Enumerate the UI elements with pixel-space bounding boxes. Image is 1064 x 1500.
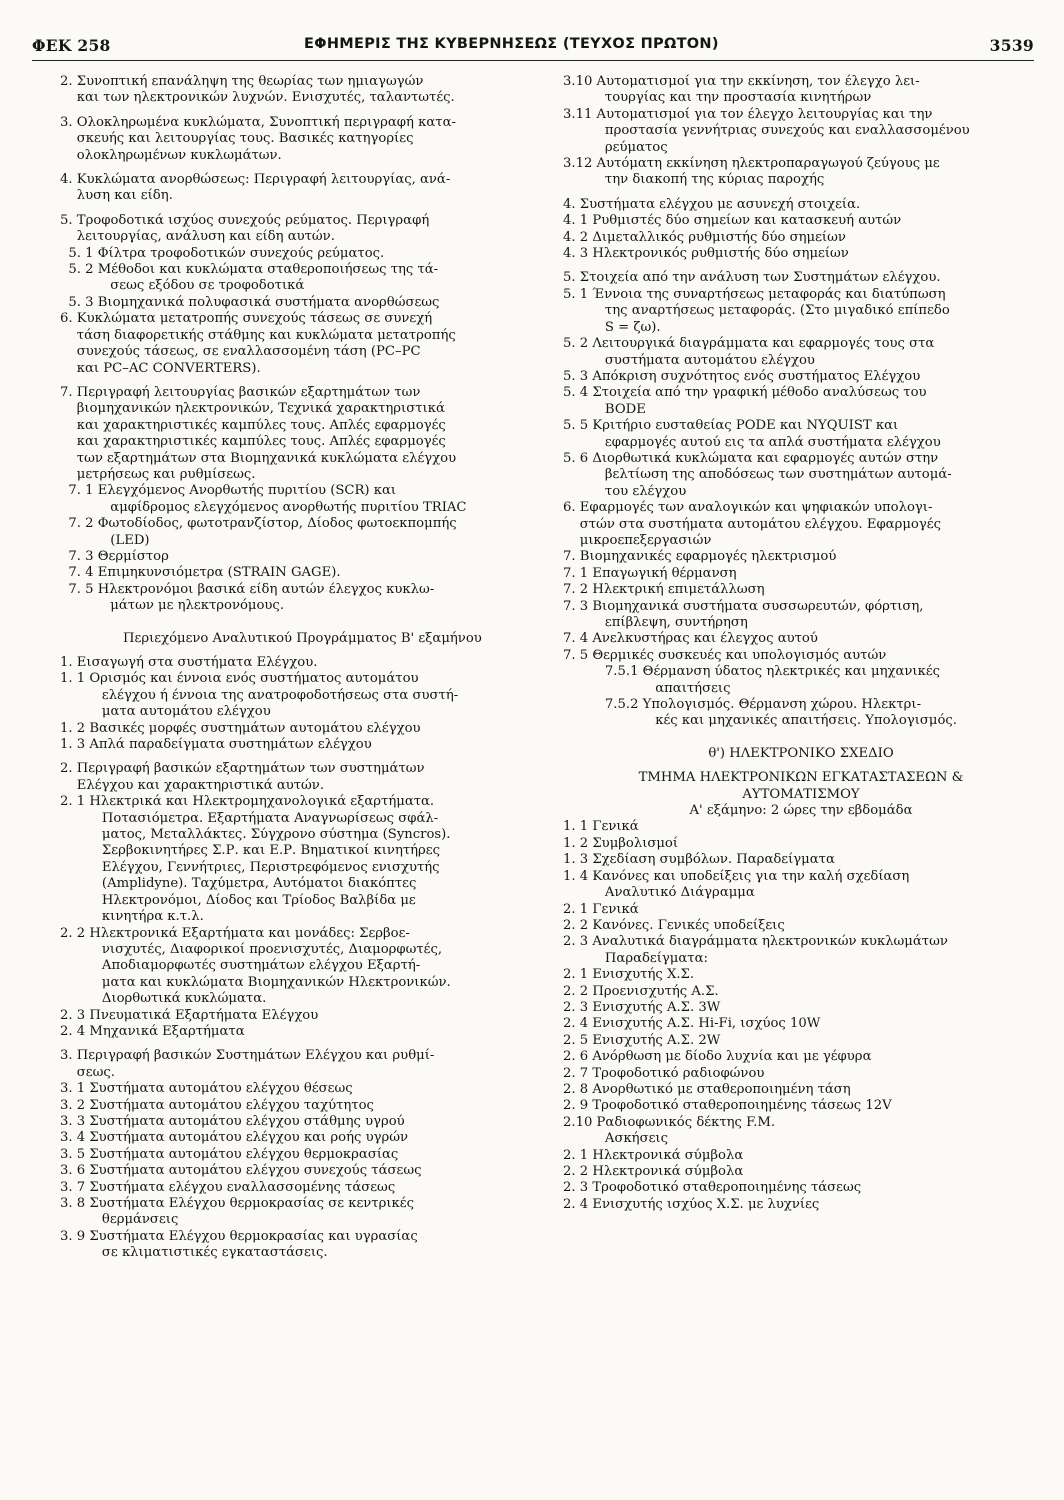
text-line: ΑΥΤΟΜΑΤΙΣΜΟΥ	[742, 786, 860, 802]
text-line: Ηλεκτρονόμοι, Δίοδος και Τρίοδος Βαλβίδα με	[60, 892, 416, 908]
text-line: 4. 2 Διμεταλλικός ρυθμιστής δύο σημείων	[563, 229, 846, 245]
text-line: 2. 1 Ηλεκτρικά και Ηλεκτρομηχανολογικά εξαρτήματα.	[60, 794, 435, 810]
text-line: 5. 3 Βιομηχανικά πολυφασικά συστήματα ανορθώσεως	[60, 294, 440, 310]
text-line: συστήματα αυτομάτου ελέγχου	[563, 352, 815, 368]
text-line: προστασία γεννήτριας συνεχούς και εναλλασσομένου	[563, 123, 970, 139]
text-line: 5. Τροφοδοτικά ισχύος συνεχούς ρεύματος. Περιγραφή	[60, 212, 430, 228]
text-line: 3. 6 Συστήματα αυτομάτου ελέγχου συνεχούς τάσεως	[60, 1163, 422, 1179]
text-line: ρεύματος	[563, 139, 668, 155]
text-line: Περιεχόμενο Αναλυτικού Προγράμματος Β' εξαμήνου	[106, 630, 482, 646]
text-line: 6. Εφαρμογές των αναλογικών και ψηφιακών υπολογι-	[563, 500, 933, 516]
text-line: 2. 4 Ενισχυτής Α.Σ. Hi-Fi, ισχύος 10W	[563, 1016, 821, 1032]
text-line: αμφίδρομος ελεγχόμενος ανορθωτής πυριτίου TRIAC	[60, 499, 467, 515]
line-spacer	[563, 762, 1039, 770]
text-line: S = ζω).	[563, 319, 661, 335]
text-line: ΤΜΗΜΑ ΗΛΕΚΤΡΟΝΙΚΩΝ ΕΓΚΑΤΑΣΤΑΣΕΩΝ &	[638, 770, 964, 786]
text-line: μικροεπεξεργασιών	[563, 532, 712, 548]
gazette-title: ΕΦΗΜΕΡΙΣ ΤΗΣ ΚΥΒΕΡΝΗΣΕΩΣ (ΤΕΥΧΟΣ ΠΡΩΤΟΝ)	[304, 36, 719, 52]
text-line: νισχυτές, Διαφορικοί προενισχυτές, Διαμορφωτές,	[60, 941, 443, 957]
text-line: 5. 2 Λειτουργικά διαγράμματα και εφαρμογές τους στα	[563, 336, 935, 352]
text-line: 7.5.2 Υπολογισμός. Θέρμανση χώρου. Ηλεκτρι-	[563, 697, 922, 713]
text-line: 2. 9 Τροφοδοτικό σταθεροποιημένης τάσεως 12V	[563, 1098, 892, 1114]
text-line: 7. 2 Ηλεκτρική επιμετάλλωση	[563, 582, 765, 598]
text-line: 2. 3 Τροφοδοτικό σταθεροποιημένης τάσεως	[563, 1180, 862, 1196]
text-line: 2. 3 Ενισχυτής Α.Σ. 3W	[563, 999, 721, 1015]
text-line: απαιτήσεις	[563, 680, 731, 696]
text-line: 7. 4 Ανελκυστήρας και έλεγχος αυτού	[563, 631, 818, 647]
text-line: 2. 7 Τροφοδοτικό ραδιοφώνου	[563, 1065, 765, 1081]
text-line: 5. 2 Μέθοδοι και κυκλώματα σταθεροποιήσεως της τά-	[60, 262, 439, 278]
text-line: 7. 5 Ηλεκτρονόμοι βασικά είδη αυτών έλεγχος κυκλω-	[60, 581, 435, 597]
text-line: 2. 1 Γενικά	[563, 901, 639, 917]
text-line: 1. 3 Απλά παραδείγματα συστημάτων ελέγχου	[60, 737, 372, 753]
text-line: (Amplidyne). Ταχύμετρα, Αυτόματοι διακόπτες	[60, 876, 417, 892]
line-spacer	[60, 753, 528, 761]
text-line: 7. 4 Επιμηκυνσιόμετρα (STRAIN GAGE).	[60, 565, 341, 581]
text-line: σκευής και λειτουργίας τους. Βασικές κατηγορίες	[60, 131, 414, 147]
text-line: Α' εξάμηνο: 2 ώρες την εβδομάδα	[689, 803, 913, 819]
text-line: BODE	[563, 401, 646, 417]
text-line: σε κλιματιστικές εγκαταστάσεις.	[60, 1245, 328, 1261]
text-line: 1. 1 Γενικά	[563, 819, 639, 835]
text-line: Ελέγχου, Γεννήτριες, Περιστρεφόμενος ενισχυτής	[60, 859, 440, 875]
text-line: Αναλυτικό Διάγραμμα	[563, 885, 755, 901]
text-line: θ') ΗΛΕΚΤΡΟΝΙΚΟ ΣΧΕΔΙΟ	[708, 745, 894, 761]
line-spacer	[563, 262, 1039, 270]
text-line: 3. 5 Συστήματα αυτομάτου ελέγχου θερμοκρασίας	[60, 1146, 399, 1162]
line-spacer	[563, 738, 1039, 746]
text-line: 7. Βιομηχανικές εφαρμογές ηλεκτρισμού	[563, 549, 837, 565]
text-line: 2. 5 Ενισχυτής Α.Σ. 2W	[563, 1032, 721, 1048]
text-line: 2.10 Ραδιοφωνικός δέκτης F.M.	[563, 1114, 776, 1130]
line-spacer	[60, 615, 528, 623]
text-line: Διορθωτικά κυκλώματα.	[60, 991, 267, 1007]
text-line: 2. 2 Ηλεκτρονικά σύμβολα	[563, 1164, 744, 1179]
text-line: 2. 8 Ανορθωτικό με σταθεροποιημένη τάση	[563, 1081, 851, 1097]
line-spacer	[60, 205, 528, 213]
text-line: τάση διαφορετικής στάθμης και κυκλώματα μετατροπής	[60, 327, 456, 343]
text-line: 3. 8 Συστήματα Ελέγχου θερμοκρασίας σε κεντρικές	[60, 1196, 414, 1211]
text-line: 3. 1 Συστήματα αυτομάτου ελέγχου θέσεως	[60, 1081, 353, 1097]
text-line: 2. 2 Ηλεκτρονικά Εξαρτήματα και μονάδες: Σερβοε-	[60, 925, 410, 941]
text-line: συνεχούς τάσεως, σε εναλλασσομένη τάση (PC–PC	[60, 344, 421, 360]
line-spacer	[563, 730, 1039, 738]
text-line: 7. 2 Φωτοδίοδος, φωτοτρανζίστορ, Δίοδος φωτοεκπομπής	[60, 516, 457, 532]
text-line: 4. 3 Ηλεκτρονικός ρυθμιστής δύο σημείων	[563, 246, 849, 262]
text-line: 3. 4 Συστήματα αυτομάτου ελέγχου και ροής υγρών	[60, 1130, 408, 1146]
text-line: και χαρακτηριστικές καμπύλες τους. Απλές εφαρμογές	[60, 417, 446, 433]
text-line: 2. 1 Ενισχυτής Χ.Σ.	[563, 967, 695, 983]
text-line: Παραδείγματα:	[563, 950, 708, 966]
text-line: Αποδιαμορφωτές συστημάτων ελέγχου Εξαρτή-	[60, 958, 421, 974]
line-spacer	[60, 647, 528, 655]
text-line: των εξαρτημάτων στα Βιομηχανικά κυκλώματα ελέγχου	[60, 450, 457, 466]
text-line: 7. Περιγραφή λειτουργίας βασικών εξαρτημάτων των	[60, 384, 421, 400]
text-line: 3. 3 Συστήματα αυτομάτου ελέγχου στάθμης υγρού	[60, 1113, 405, 1129]
text-line: Σερβοκινητήρες Σ.Ρ. και Ε.Ρ. Βηματικοί κινητήρες	[60, 843, 441, 859]
text-line: 1. 4 Κανόνες και υποδείξεις για την καλή σχεδίαση	[563, 868, 910, 884]
text-line: 1. Εισαγωγή στα συστήματα Ελέγχου.	[60, 655, 318, 670]
text-line: 3. 9 Συστήματα Ελέγχου θερμοκρασίας και υγρασίας	[60, 1228, 418, 1244]
text-line: σεως.	[60, 1064, 115, 1080]
text-line: μάτων με ηλεκτρονόμους.	[60, 598, 285, 614]
text-line: ολοκληρωμένων κυκλωμάτων.	[60, 147, 282, 163]
text-line: 2. 3 Πνευματικά Εξαρτήματα Ελέγχου	[60, 1007, 319, 1023]
text-line: 2. 2 Κανόνες. Γενικές υποδείξεις	[563, 917, 785, 933]
text-line: επίβλεψη, συντήρηση	[563, 615, 748, 630]
text-line: 1. 2 Βασικές μορφές συστημάτων αυτομάτου ελέγχου	[60, 720, 421, 736]
text-line: 5. 6 Διορθωτικά κυκλώματα και εφαρμογές αυτών στην	[563, 450, 939, 466]
text-line: στών στα συστήματα αυτομάτου ελέγχου. Εφαρμογές	[563, 516, 941, 532]
text-line: Ασκήσεις	[563, 1131, 668, 1147]
text-line: 2. 3 Αναλυτικά διαγράμματα ηλεκτρονικών κυκλωμάτων	[563, 934, 948, 950]
text-line: 2. Περιγραφή βασικών εξαρτημάτων των συστημάτων	[60, 761, 425, 777]
text-line: 4. 1 Ρυθμιστές δύο σημείων και κατασκευή αυτών	[563, 213, 902, 229]
text-line: 4. Συστήματα ελέγχου με ασυνεχή στοιχεία.	[563, 196, 861, 212]
text-line: 3.12 Αυτόματη εκκίνηση ηλεκτροπαραγωγού ζεύγους με	[563, 156, 940, 172]
text-line: 4. Κυκλώματα ανορθώσεως: Περιγραφή λειτουργίας, ανά-	[60, 172, 451, 188]
text-line: θερμάνσεις	[60, 1212, 179, 1228]
text-line: κές και μηχανικές απαιτήσεις. Υπολογισμός.	[563, 713, 957, 729]
text-line: 5. 3 Απόκριση συχνότητος ενός συστήματος Ελέγχου	[563, 368, 921, 384]
text-line: του ελέγχου	[563, 483, 687, 499]
text-line: της αναρτήσεως μεταφοράς. (Στο μιγαδικό επίπεδο	[563, 303, 950, 319]
text-line: σεως εξόδου σε τροφοδοτικά	[60, 278, 305, 294]
line-spacer	[60, 377, 528, 385]
text-line: 2. 4 Ενισχυτής ισχύος Χ.Σ. με λυχνίες	[563, 1196, 820, 1212]
text-line: Ποτασιόμετρα. Εξαρτήματα Αναγνωρίσεως σφάλ-	[60, 810, 439, 826]
text-line: 5. Στοιχεία από την ανάλυση των Συστημάτων ελέγχου.	[563, 270, 941, 286]
text-line: λειτουργίας, ανάλυση και είδη αυτών.	[60, 229, 335, 245]
text-line: 5. 5 Κριτήριο ευσταθείας PODE και NYQUIST και	[563, 418, 899, 434]
line-spacer	[60, 1040, 528, 1048]
text-line: 3. Ολοκληρωμένα κυκλώματα, Συνοπτική περιγραφή κατα-	[60, 114, 456, 130]
text-line: και των ηλεκτρονικών λυχνών. Ενισχυτές, ταλαντωτές.	[60, 90, 455, 106]
text-line: 3.10 Αυτοματισμοί για την εκκίνηση, τον έλεγχο λει-	[563, 74, 920, 89]
text-line: ματος, Μεταλλάκτες. Σύγχρονο σύστημα (Syncros).	[60, 827, 451, 843]
text-line: βελτίωση της αποδόσεως των συστημάτων αυτομά-	[563, 467, 952, 483]
left-column	[60, 74, 528, 1262]
text-line: 2. Συνοπτική επανάληψη της θεωρίας των ημιαγωγών	[60, 74, 424, 89]
page-number: 3539	[989, 36, 1034, 55]
text-line: 1. 3 Σχεδίαση συμβόλων. Παραδείγματα	[563, 852, 835, 868]
text-line: 1. 1 Ορισμός και έννοια ενός συστήματος αυτομάτου	[60, 671, 419, 687]
text-line: μετρήσεως και ρυθμίσεως.	[60, 466, 256, 482]
line-spacer	[60, 164, 528, 172]
text-line: 7. 3 Βιομηχανικά συστήματα συσσωρευτών, φόρτιση,	[563, 598, 924, 614]
text-line: 2. 1 Ηλεκτρονικά σύμβολα	[563, 1147, 744, 1163]
text-line: ελέγχου ή έννοια της ανατροφοδοτήσεως στα συστή-	[60, 687, 459, 703]
line-spacer	[60, 623, 528, 631]
text-line: 5. 4 Στοιχεία από την γραφική μέθοδο αναλύσεως του	[563, 385, 927, 401]
text-line: ματα αυτομάτου ελέγχου	[60, 704, 271, 720]
text-line: 5. 1 Φίλτρα τροφοδοτικών συνεχούς ρεύματος.	[60, 245, 385, 261]
text-line: 3. 7 Συστήματα ελέγχου εναλλασσομένης τάσεως	[60, 1179, 396, 1195]
text-line: 7.5.1 Θέρμανση ύδατος ηλεκτρικές και μηχανικές	[563, 664, 941, 680]
text-line: 1. 2 Συμβολισμοί	[563, 835, 679, 851]
page-header	[32, 34, 1034, 61]
text-line: και χαρακτηριστικές καμπύλες τους. Απλές εφαρμογές	[60, 434, 446, 450]
text-line: και PC–AC CONVERTERS).	[60, 360, 261, 376]
text-line: κινητήρα κ.τ.λ.	[60, 909, 204, 925]
gazette-issue-number: ΦΕΚ 258	[32, 36, 111, 55]
text-line: 5. 1 Έννοια της συναρτήσεως μεταφοράς και διατύπωση	[563, 286, 946, 302]
text-line: 7. 1 Επαγωγική θέρμανση	[563, 565, 737, 581]
text-line: λυση και είδη.	[60, 188, 173, 204]
text-line: 7. 3 Θερμίστορ	[60, 548, 169, 564]
text-line: τουργίας και την προστασία κινητήρων	[563, 90, 872, 106]
text-line: 2. 2 Προενισχυτής Α.Σ.	[563, 983, 719, 999]
text-line: την διακοπή της κύριας παροχής	[563, 172, 825, 188]
text-line: 3. 2 Συστήματα αυτομάτου ελέγχου ταχύτητος	[60, 1097, 374, 1113]
line-spacer	[563, 189, 1039, 197]
line-spacer	[60, 107, 528, 115]
right-column	[563, 74, 1039, 1213]
text-line: 3.11 Αυτοματισμοί για τον έλεγχο λειτουργίας και την	[563, 106, 933, 122]
text-line: Ελέγχου και χαρακτηριστικά αυτών.	[60, 777, 325, 793]
text-line: 2. 6 Ανόρθωση με δίοδο λυχνία και με γέφυρα	[563, 1049, 872, 1065]
text-line: ματα και κυκλώματα Βιομηχανικών Ηλεκτρονικών.	[60, 974, 451, 990]
text-line: 6. Κυκλώματα μετατροπής συνεχούς τάσεως σε συνεχή	[60, 311, 433, 327]
text-line: 2. 4 Μηχανικά Εξαρτήματα	[60, 1023, 245, 1039]
text-line: 7. 1 Ελεγχόμενος Ανορθωτής πυριτίου (SCR) και	[60, 483, 397, 499]
text-line: εφαρμογές αυτού εις τα απλά συστήματα ελέγχου	[563, 434, 941, 450]
text-line: 3. Περιγραφή βασικών Συστημάτων Ελέγχου και ρυθμί-	[60, 1048, 435, 1064]
text-line: 7. 5 Θερμικές συσκευές και υπολογισμός αυτών	[563, 647, 887, 663]
text-line: βιομηχανικών ηλεκτρονικών, Τεχνικά χαρακτηριστικά	[60, 401, 445, 417]
text-line: (LED)	[60, 532, 150, 548]
